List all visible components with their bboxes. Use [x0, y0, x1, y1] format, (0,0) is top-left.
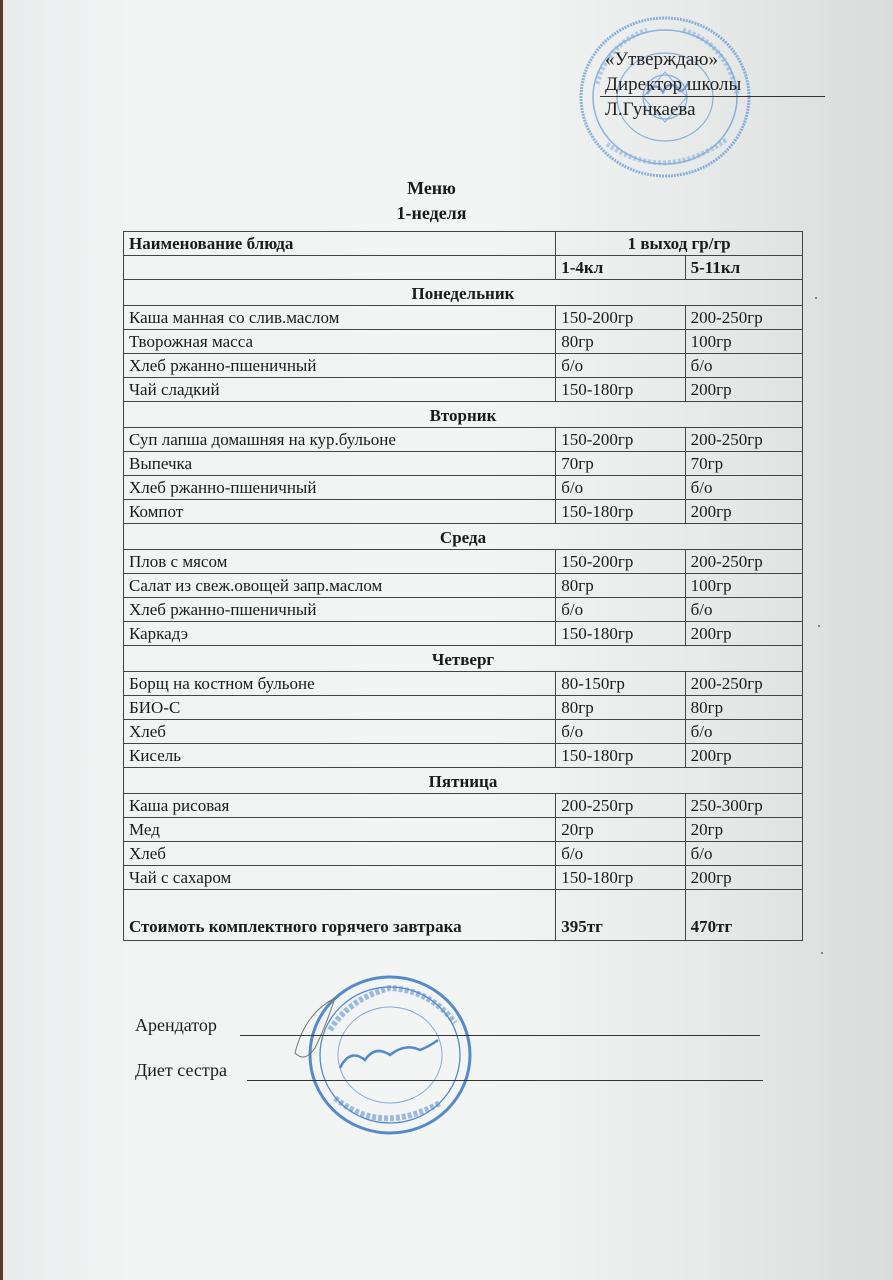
- day-header-row: [124, 524, 803, 550]
- portion-grade-5-11: 200гр: [685, 866, 802, 890]
- portion-grade-5-11: б/о: [685, 354, 802, 378]
- header-output: 1 выход гр/гр: [556, 232, 803, 256]
- speck: [815, 297, 817, 299]
- portion-grade-5-11: 200гр: [685, 500, 802, 524]
- portion-grade-5-11: б/о: [685, 476, 802, 500]
- day-name: Среда: [124, 524, 803, 550]
- total-cost-label: Стоимоть комплектного горячего завтрака: [124, 890, 556, 941]
- table-row: [124, 500, 803, 524]
- diet-nurse-signature-line: [247, 1080, 763, 1081]
- dish-name: Каркадэ: [124, 622, 556, 646]
- table-row: [124, 378, 803, 402]
- portion-grade-1-4: 80гр: [556, 330, 685, 354]
- day-header-row: [124, 646, 803, 672]
- table-header-row: [124, 232, 803, 256]
- day-header-row: [124, 280, 803, 306]
- portion-grade-5-11: 100гр: [685, 574, 802, 598]
- portion-grade-1-4: 150-180гр: [556, 622, 685, 646]
- total-price-5-11: 470тг: [685, 890, 802, 941]
- approve-label: «Утверждаю»: [605, 49, 718, 70]
- table-row: [124, 476, 803, 500]
- portion-grade-5-11: 200гр: [685, 622, 802, 646]
- table-row: [124, 550, 803, 574]
- table-subheader-row: [124, 256, 803, 280]
- table-row: [124, 720, 803, 744]
- table-row: [124, 866, 803, 890]
- table-row: [124, 696, 803, 720]
- table-row: [124, 622, 803, 646]
- portion-grade-5-11: б/о: [685, 720, 802, 744]
- dish-name: Каша рисовая: [124, 794, 556, 818]
- portion-grade-1-4: 80гр: [556, 696, 685, 720]
- table-row: [124, 354, 803, 378]
- portion-grade-5-11: б/о: [685, 842, 802, 866]
- dish-name: Плов с мясом: [124, 550, 556, 574]
- total-price-1-4: 395тг: [556, 890, 685, 941]
- header-grade-5-11: 5-11кл: [685, 256, 802, 280]
- table-row: [124, 452, 803, 476]
- dish-name: Хлеб: [124, 720, 556, 744]
- header-grade-1-4: 1-4кл: [556, 256, 685, 280]
- header-dish-name: Наименование блюда: [124, 232, 556, 256]
- dish-name: Выпечка: [124, 452, 556, 476]
- portion-grade-5-11: 200-250гр: [685, 428, 802, 452]
- table-row: [124, 672, 803, 696]
- portion-grade-5-11: 200гр: [685, 744, 802, 768]
- diet-nurse-signature-row: [135, 1060, 227, 1081]
- portion-grade-1-4: 20гр: [556, 818, 685, 842]
- table-row: [124, 794, 803, 818]
- table-row: [124, 598, 803, 622]
- dish-name: БИО-С: [124, 696, 556, 720]
- portion-grade-5-11: 200-250гр: [685, 306, 802, 330]
- dish-name: Суп лапша домашняя на кур.бульоне: [124, 428, 556, 452]
- day-name: Пятница: [124, 768, 803, 794]
- portion-grade-1-4: 150-200гр: [556, 306, 685, 330]
- dish-name: Творожная масса: [124, 330, 556, 354]
- portion-grade-1-4: 200-250гр: [556, 794, 685, 818]
- portion-grade-1-4: 150-200гр: [556, 550, 685, 574]
- portion-grade-5-11: б/о: [685, 598, 802, 622]
- approval-block: [605, 47, 741, 122]
- table-row: [124, 842, 803, 866]
- day-header-row: [124, 768, 803, 794]
- document-subtitle: 1-неделя: [396, 203, 467, 223]
- portion-grade-1-4: 150-180гр: [556, 866, 685, 890]
- portion-grade-1-4: 150-180гр: [556, 378, 685, 402]
- table-row: [124, 574, 803, 598]
- portion-grade-1-4: б/о: [556, 720, 685, 744]
- portion-grade-1-4: б/о: [556, 842, 685, 866]
- total-cost-row: [124, 890, 803, 941]
- table-row: [124, 744, 803, 768]
- dish-name: Чай с сахаром: [124, 866, 556, 890]
- tenant-signature-row: [135, 1015, 217, 1036]
- approval-signature-line: [600, 96, 825, 97]
- portion-grade-1-4: 80-150гр: [556, 672, 685, 696]
- dish-name: Мед: [124, 818, 556, 842]
- portion-grade-1-4: 70гр: [556, 452, 685, 476]
- portion-grade-1-4: б/о: [556, 354, 685, 378]
- diet-nurse-label: Диет сестра: [135, 1060, 227, 1080]
- table-row: [124, 330, 803, 354]
- portion-grade-5-11: 80гр: [685, 696, 802, 720]
- approver-position: Директор школы: [605, 74, 742, 95]
- approver-name: Л.Гункаева: [605, 99, 696, 120]
- dish-name: Хлеб ржанно-пшеничный: [124, 598, 556, 622]
- portion-grade-5-11: 250-300гр: [685, 794, 802, 818]
- dish-name: Каша манная со слив.маслом: [124, 306, 556, 330]
- portion-grade-1-4: б/о: [556, 476, 685, 500]
- dish-name: Хлеб ржанно-пшеничный: [124, 354, 556, 378]
- portion-grade-1-4: б/о: [556, 598, 685, 622]
- portion-grade-1-4: 150-200гр: [556, 428, 685, 452]
- table-row: [124, 818, 803, 842]
- portion-grade-5-11: 20гр: [685, 818, 802, 842]
- dish-name: Хлеб ржанно-пшеничный: [124, 476, 556, 500]
- portion-grade-1-4: 150-180гр: [556, 744, 685, 768]
- day-header-row: [124, 402, 803, 428]
- dish-name: Кисель: [124, 744, 556, 768]
- portion-grade-1-4: 80гр: [556, 574, 685, 598]
- dish-name: Чай сладкий: [124, 378, 556, 402]
- speck: [818, 625, 820, 627]
- dish-name: Салат из свеж.овощей запр.маслом: [124, 574, 556, 598]
- menu-table: [123, 231, 803, 941]
- portion-grade-5-11: 200-250гр: [685, 672, 802, 696]
- document-title: Меню: [407, 178, 456, 198]
- portion-grade-5-11: 70гр: [685, 452, 802, 476]
- portion-grade-5-11: 100гр: [685, 330, 802, 354]
- portion-grade-1-4: 150-180гр: [556, 500, 685, 524]
- header-empty-cell: [124, 256, 556, 280]
- day-name: Четверг: [124, 646, 803, 672]
- tenant-signature-line: [240, 1035, 760, 1036]
- day-name: Понедельник: [124, 280, 803, 306]
- tenant-seal-icon: [290, 968, 480, 1138]
- table-row: [124, 306, 803, 330]
- table-row: [124, 428, 803, 452]
- dish-name: Компот: [124, 500, 556, 524]
- portion-grade-5-11: 200-250гр: [685, 550, 802, 574]
- portion-grade-5-11: 200гр: [685, 378, 802, 402]
- dish-name: Борщ на костном бульоне: [124, 672, 556, 696]
- dish-name: Хлеб: [124, 842, 556, 866]
- tenant-label: Арендатор: [135, 1015, 217, 1035]
- speck: [821, 952, 823, 954]
- day-name: Вторник: [124, 402, 803, 428]
